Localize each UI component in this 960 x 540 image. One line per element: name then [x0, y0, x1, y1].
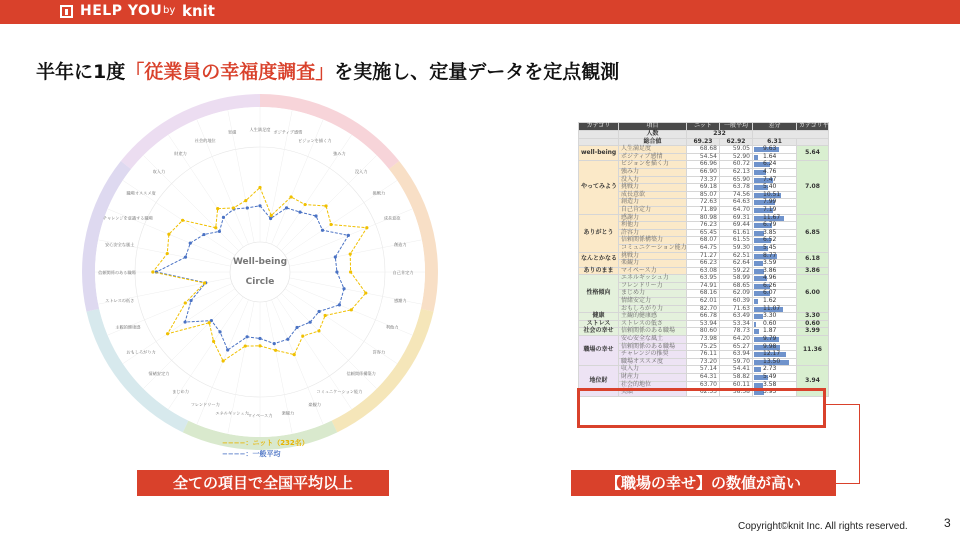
avg-series-point	[338, 303, 341, 306]
nit-series-point	[329, 223, 332, 226]
page-title	[36, 57, 619, 84]
nit-series-point	[166, 252, 169, 255]
avg-series-point	[342, 287, 345, 290]
avg-value-cell: 59.05	[720, 146, 753, 154]
nit-series-point	[232, 206, 235, 209]
avg-series-point	[273, 342, 276, 345]
avg-series-point	[258, 337, 261, 340]
diff-value: 9.63	[763, 145, 777, 153]
item-cell: マイペース力	[619, 267, 687, 275]
diff-value: 6.52	[763, 236, 777, 244]
nit-series-point	[324, 314, 327, 317]
nit-value-cell: 66.78	[687, 313, 720, 321]
category-avg-cell: 3.94	[797, 366, 829, 396]
count-label: 人数	[619, 131, 687, 139]
avg-series-point	[202, 233, 205, 236]
avg-series-point	[269, 217, 272, 220]
diff-value: 0.60	[763, 319, 777, 327]
diff-value: 5.49	[763, 373, 777, 380]
avg-series-point	[335, 270, 338, 273]
item-cell: 安心安全な風土	[619, 336, 687, 344]
diff-value: 7.19	[763, 205, 777, 213]
radar-axis-label: 安心安全な風土	[105, 242, 135, 248]
nit-series-point	[244, 199, 247, 202]
nit-series-point	[317, 329, 320, 332]
nit-value-cell: 75.25	[687, 343, 720, 351]
item-cell: 職場オススメ度	[619, 358, 687, 366]
radar-center-subtitle: Circle	[245, 277, 275, 287]
diff-value: 11.67	[763, 213, 781, 221]
item-cell: おもしろがり力	[619, 305, 687, 313]
page-number: 3	[944, 516, 951, 530]
item-cell: 感謝力	[619, 214, 687, 222]
radar-axis-label: 楽観力	[308, 402, 322, 408]
copyright: Copyright©knit Inc. All rights reserved.	[738, 521, 908, 532]
nit-series-point	[301, 334, 304, 337]
radar-center-title: Well-being	[232, 257, 288, 267]
radar-axis-label: 成長意欲	[383, 215, 401, 221]
category-avg-cell: 3.99	[797, 328, 829, 336]
diff-value: 3.95	[763, 388, 777, 396]
nit-value-cell: 68.07	[687, 237, 720, 245]
category-cell: 健康	[579, 313, 619, 321]
nit-series-point	[151, 270, 154, 273]
avg-value-cell: 58.99	[720, 275, 753, 283]
item-cell: 信頼関係のある職場	[619, 343, 687, 351]
radar-axis-label: ストレスの低さ	[105, 297, 135, 303]
avg-series-point	[218, 230, 221, 233]
diff-value: 6.79	[763, 221, 777, 229]
table-cell	[753, 131, 829, 139]
nit-value-cell: 80.98	[687, 214, 720, 222]
avg-value-cell: 52.90	[720, 153, 753, 161]
avg-value-cell: 74.56	[720, 191, 753, 199]
avg-series-point	[334, 255, 337, 258]
category-cell: ストレス	[579, 320, 619, 328]
avg-value-cell: 58.58	[720, 389, 753, 397]
avg-series-point	[189, 242, 192, 245]
nit-value-cell: 71.27	[687, 252, 720, 260]
item-cell: まじめ力	[619, 290, 687, 298]
item-cell: 社会的地位	[619, 381, 687, 389]
table-header-cell: カテゴリ平均	[797, 123, 829, 131]
diff-value: 11.07	[763, 304, 781, 312]
knit-logo: knit	[182, 2, 215, 20]
item-cell: チャレンジの推奨	[619, 351, 687, 359]
nit-value-cell: 62.01	[687, 298, 720, 306]
nit-value-cell: 82.70	[687, 305, 720, 313]
diff-value: 6.24	[763, 160, 777, 168]
avg-series-point	[298, 210, 301, 213]
avg-value-cell: 64.70	[720, 206, 753, 214]
diff-value: 5.40	[763, 183, 777, 191]
avg-value-cell: 69.31	[720, 214, 753, 222]
nit-series-point	[350, 308, 353, 311]
table-header-cell: 一般平均	[720, 123, 753, 131]
radar-axis-label: 実績	[227, 129, 237, 135]
table-cell	[579, 138, 619, 146]
category-avg-cell: 0.60	[797, 320, 829, 328]
nit-value-cell: 64.31	[687, 374, 720, 382]
item-cell: 実績	[619, 389, 687, 397]
nit-series-point	[364, 291, 367, 294]
avg-value-cell: 71.63	[720, 305, 753, 313]
diff-value: 1.64	[763, 152, 777, 160]
category-cell: 社会の幸せ	[579, 328, 619, 336]
avg-value-cell: 61.55	[720, 237, 753, 245]
radar-axis-label: 挑戦力	[372, 190, 386, 196]
item-cell: 自己肯定力	[619, 206, 687, 214]
radar-axis-label: 感謝力	[393, 297, 407, 303]
diff-value: 8.77	[763, 251, 777, 259]
avg-series-point	[285, 206, 288, 209]
legend-avg: −−−−：一般平均	[222, 450, 281, 458]
item-cell: 収入力	[619, 366, 687, 374]
avg-series-point	[309, 321, 312, 324]
caption-all-above-average: 全ての項目で全国平均以上	[137, 470, 389, 496]
nit-series-point	[167, 233, 170, 236]
nit-value-cell: 64.75	[687, 244, 720, 252]
table-header-cell: ニット	[687, 123, 720, 131]
category-cell: ありのまま	[579, 267, 619, 275]
table-row	[579, 336, 829, 344]
radar-axis-label: 社会的地位	[194, 137, 216, 143]
table-cell	[797, 138, 829, 146]
radar-axis-label: 収入力	[152, 168, 166, 174]
nit-value-cell: 66.23	[687, 260, 720, 268]
avg-series-point	[218, 330, 221, 333]
category-avg-cell: 6.18	[797, 252, 829, 267]
radar-axis-label: 情緒安定力	[148, 371, 170, 377]
diff-value: 9.98	[763, 342, 777, 350]
radar-axis-label: コミュニケーション能力	[316, 388, 363, 394]
table-row	[579, 131, 829, 139]
item-cell: 信頼関係構築力	[619, 237, 687, 245]
radar-axis-label: 利他力	[385, 324, 399, 330]
header-bar	[0, 0, 960, 24]
avg-value-cell: 59.30	[720, 244, 753, 252]
category-avg-cell: 3.30	[797, 313, 829, 321]
item-cell: 創造力	[619, 199, 687, 207]
radar-axis-label: 没入力	[354, 168, 368, 174]
nit-value-cell: 69.18	[687, 184, 720, 192]
radar-axis-label: 信頼関係構築力	[346, 371, 376, 377]
nit-value-cell: 66.96	[687, 161, 720, 169]
table-cell	[579, 131, 619, 139]
item-cell: コミュニケーション能力	[619, 244, 687, 252]
avg-series-point	[184, 256, 187, 259]
avg-value-cell: 65.27	[720, 343, 753, 351]
nit-series-point	[181, 219, 184, 222]
diff-value: 2.73	[763, 365, 777, 373]
nit-value-cell: 54.54	[687, 153, 720, 161]
avg-series-point	[246, 335, 249, 338]
avg-value-cell: 54.41	[720, 366, 753, 374]
diff-value: 10.51	[763, 190, 781, 198]
nit-series-point	[303, 203, 306, 206]
diff-value: 1.62	[763, 297, 777, 305]
diff-value: 4.76	[763, 167, 777, 175]
diff-value: 6.07	[763, 289, 777, 297]
nit-series-point	[349, 252, 352, 255]
workplace-happiness-highlight	[577, 388, 826, 428]
diff-value: 9.79	[763, 335, 777, 343]
table-header-cell: カテゴリ	[579, 123, 619, 131]
nit-value-cell: 53.94	[687, 320, 720, 328]
radar-axis-label: 職場オススメ度	[126, 190, 156, 196]
nit-series-point	[274, 349, 277, 352]
nit-value-cell: 57.14	[687, 366, 720, 374]
diff-value: 13.50	[763, 357, 781, 365]
radar-axis-label: チャレンジを意識する職場	[102, 215, 153, 221]
radar-axis-label: 楽観力	[281, 410, 295, 416]
avg-series-point	[295, 326, 298, 329]
title-highlight: 「従業員の幸福度調査」	[125, 61, 335, 83]
radar-center	[230, 242, 290, 302]
nit-value-cell: 63.70	[687, 381, 720, 389]
avg-value-cell: 63.94	[720, 351, 753, 359]
radar-axis-label: 強み力	[333, 151, 346, 157]
avg-value-cell: 53.34	[720, 320, 753, 328]
avg-series-point	[222, 216, 225, 219]
total-diff: 6.31	[753, 138, 797, 146]
nit-series-point	[349, 270, 352, 273]
avg-value-cell: 62.13	[720, 168, 753, 176]
radar-axis-label: 主観的健康感	[115, 324, 141, 330]
nit-value-cell: 62.53	[687, 389, 720, 397]
category-avg-cell: 11.36	[797, 336, 829, 366]
nit-series-point	[293, 353, 296, 356]
highlight-connector-b	[836, 483, 860, 484]
category-avg-cell: 6.00	[797, 275, 829, 313]
avg-value-cell: 62.09	[720, 290, 753, 298]
avg-value-cell: 64.20	[720, 336, 753, 344]
avg-series-point	[321, 229, 324, 232]
title-part1: 半年に1度	[36, 61, 126, 83]
nit-series-point	[184, 301, 187, 304]
diff-cell	[753, 206, 797, 214]
radar-axis-label: マイペース力	[247, 413, 273, 418]
nit-value-cell: 63.08	[687, 267, 720, 275]
category-avg-cell: 5.64	[797, 146, 829, 161]
avg-series-point	[317, 310, 320, 313]
item-cell: 主観的健康感	[619, 313, 687, 321]
avg-series-point	[347, 234, 350, 237]
category-avg-cell: 7.08	[797, 161, 829, 214]
nit-series-point	[203, 281, 206, 284]
avg-value-cell: 62.64	[720, 260, 753, 268]
radar-axis-label: ビジョンを描く力	[298, 137, 332, 143]
nit-series-point	[214, 226, 217, 229]
nit-series-point	[258, 186, 261, 189]
nit-value-cell: 80.60	[687, 328, 720, 336]
avg-value-cell: 60.39	[720, 298, 753, 306]
diff-value: 5.45	[763, 243, 777, 251]
category-cell: やってみよう	[579, 161, 619, 214]
radar-axis-label: 自己肯定力	[392, 270, 414, 275]
nit-value-cell: 73.20	[687, 358, 720, 366]
total-avg: 62.92	[720, 138, 753, 146]
radar-axis-label: まじめ力	[172, 388, 189, 394]
diff-value: 6.26	[763, 281, 777, 289]
avg-series-point	[258, 204, 261, 207]
item-cell: 財産力	[619, 374, 687, 382]
radar-axis-label: 人生満足度	[249, 127, 271, 132]
nit-value-cell: 73.98	[687, 336, 720, 344]
nit-series-point	[365, 226, 368, 229]
avg-value-cell: 58.82	[720, 374, 753, 382]
radar-axis-label: おもしろがり力	[126, 349, 156, 355]
diff-value: 1.87	[763, 327, 777, 335]
item-cell: 成長意欲	[619, 191, 687, 199]
avg-series-point	[314, 214, 317, 217]
item-cell: 情緒安定力	[619, 298, 687, 306]
diff-value: 3.59	[763, 259, 777, 267]
radar-axis-label: 信頼関係のある職場	[98, 270, 136, 275]
wellbeing-radar-chart	[90, 122, 430, 452]
avg-value-cell: 62.51	[720, 252, 753, 260]
item-cell: ポジティブ感情	[619, 153, 687, 161]
total-label: 総合値	[619, 138, 687, 146]
nit-series-point	[166, 332, 169, 335]
avg-series-point	[189, 299, 192, 302]
nit-series-point	[324, 204, 327, 207]
nit-series-point	[212, 340, 215, 343]
item-cell: 強み力	[619, 168, 687, 176]
category-cell: 地位財	[579, 366, 619, 396]
category-cell: ありがとう	[579, 214, 619, 252]
avg-series-point	[286, 338, 289, 341]
item-cell: 利他力	[619, 222, 687, 230]
avg-value-cell: 69.44	[720, 222, 753, 230]
avg-value-cell: 65.90	[720, 176, 753, 184]
category-cell: なんとかなる	[579, 252, 619, 267]
item-cell: ビジョンを描く力	[619, 161, 687, 169]
avg-series-point	[183, 320, 186, 323]
diff-value: 3.58	[763, 380, 777, 388]
radar-axis-label: ポジティブ感情	[273, 129, 303, 135]
nit-value-cell: 76.11	[687, 351, 720, 359]
avg-value-cell: 78.73	[720, 328, 753, 336]
avg-value-cell: 63.78	[720, 184, 753, 192]
nit-series-point	[244, 344, 247, 347]
diff-value: 7.99	[763, 198, 777, 206]
nit-value-cell: 76.23	[687, 222, 720, 230]
total-nit: 69.23	[687, 138, 720, 146]
item-cell: 楽観力	[619, 260, 687, 268]
diff-value: 7.47	[763, 175, 777, 183]
survey-data-table	[578, 122, 835, 397]
avg-value-cell: 59.22	[720, 267, 753, 275]
brand-name: HELP YOU	[80, 3, 163, 19]
avg-value-cell: 60.72	[720, 161, 753, 169]
nit-series-point	[270, 214, 273, 217]
brand-by: by	[163, 5, 176, 16]
item-cell: 挑戦力	[619, 184, 687, 192]
item-cell: 人生満足度	[619, 146, 687, 154]
highlight-connector-v	[859, 404, 860, 484]
category-cell: 職場の幸せ	[579, 336, 619, 366]
nit-value-cell: 68.68	[687, 146, 720, 154]
avg-series-point	[246, 206, 249, 209]
avg-value-cell: 59.70	[720, 358, 753, 366]
highlight-connector-h	[826, 404, 860, 405]
nit-series-point	[258, 344, 261, 347]
category-avg-cell: 3.86	[797, 267, 829, 275]
radar-axis-label: 創造力	[393, 242, 407, 248]
item-cell: ストレスの低さ	[619, 320, 687, 328]
item-cell: フレンドリー力	[619, 282, 687, 290]
diff-value: 3.85	[763, 228, 777, 236]
diff-cell	[753, 168, 797, 176]
title-part2: を実施し、定量データを定点観測	[334, 61, 620, 83]
diff-value: 12.17	[763, 350, 781, 358]
radar-axis-label: 財産力	[174, 151, 187, 157]
nit-value-cell: 66.90	[687, 168, 720, 176]
nit-series-point	[222, 359, 225, 362]
item-cell: 信頼関係のある職場	[619, 328, 687, 336]
diff-value: 3.86	[763, 266, 777, 274]
table-header-cell: 差分	[753, 123, 797, 131]
caption-workplace-happiness: 【職場の幸せ】の数値が高い	[571, 470, 836, 496]
nit-value-cell: 74.91	[687, 282, 720, 290]
nit-series-point	[289, 195, 292, 198]
nit-value-cell: 73.37	[687, 176, 720, 184]
radar-axis-label: フレンドリー力	[190, 402, 220, 408]
radar-legend	[222, 438, 309, 460]
nit-value-cell: 65.45	[687, 229, 720, 237]
nit-value-cell: 71.89	[687, 206, 720, 214]
nit-value-cell: 63.95	[687, 275, 720, 283]
count-value: 232	[687, 131, 753, 139]
item-cell: 没入力	[619, 176, 687, 184]
nit-value-cell: 72.63	[687, 199, 720, 207]
avg-value-cell: 63.49	[720, 313, 753, 321]
nit-series-point	[216, 207, 219, 210]
diff-cell	[753, 336, 797, 344]
avg-value-cell: 68.65	[720, 282, 753, 290]
item-cell: 許容力	[619, 229, 687, 237]
radar-axis-label: エネルギッシュ力	[215, 410, 249, 416]
category-cell: 性格傾向	[579, 275, 619, 313]
table-header-cell: 項目	[619, 123, 687, 131]
diff-value: 4.96	[763, 274, 777, 282]
category-avg-cell: 6.85	[797, 214, 829, 252]
nit-value-cell: 85.07	[687, 191, 720, 199]
help-you-logo-icon	[60, 5, 73, 18]
item-cell: エネルギッシュ力	[619, 275, 687, 283]
diff-cell	[753, 374, 797, 382]
legend-nit: −−−−：ニット（232名）	[222, 439, 309, 447]
diff-value: 3.30	[763, 312, 777, 320]
avg-value-cell: 60.11	[720, 381, 753, 389]
avg-series-point	[226, 348, 229, 351]
avg-value-cell: 61.61	[720, 229, 753, 237]
radar-axis-label: 許容力	[372, 349, 386, 355]
nit-value-cell: 68.16	[687, 290, 720, 298]
table-header-row	[579, 123, 829, 131]
avg-value-cell: 64.63	[720, 199, 753, 207]
item-cell: 挑戦力	[619, 252, 687, 260]
nit-series-point	[208, 321, 211, 324]
category-cell: well-being	[579, 146, 619, 161]
diff-cell	[753, 244, 797, 252]
